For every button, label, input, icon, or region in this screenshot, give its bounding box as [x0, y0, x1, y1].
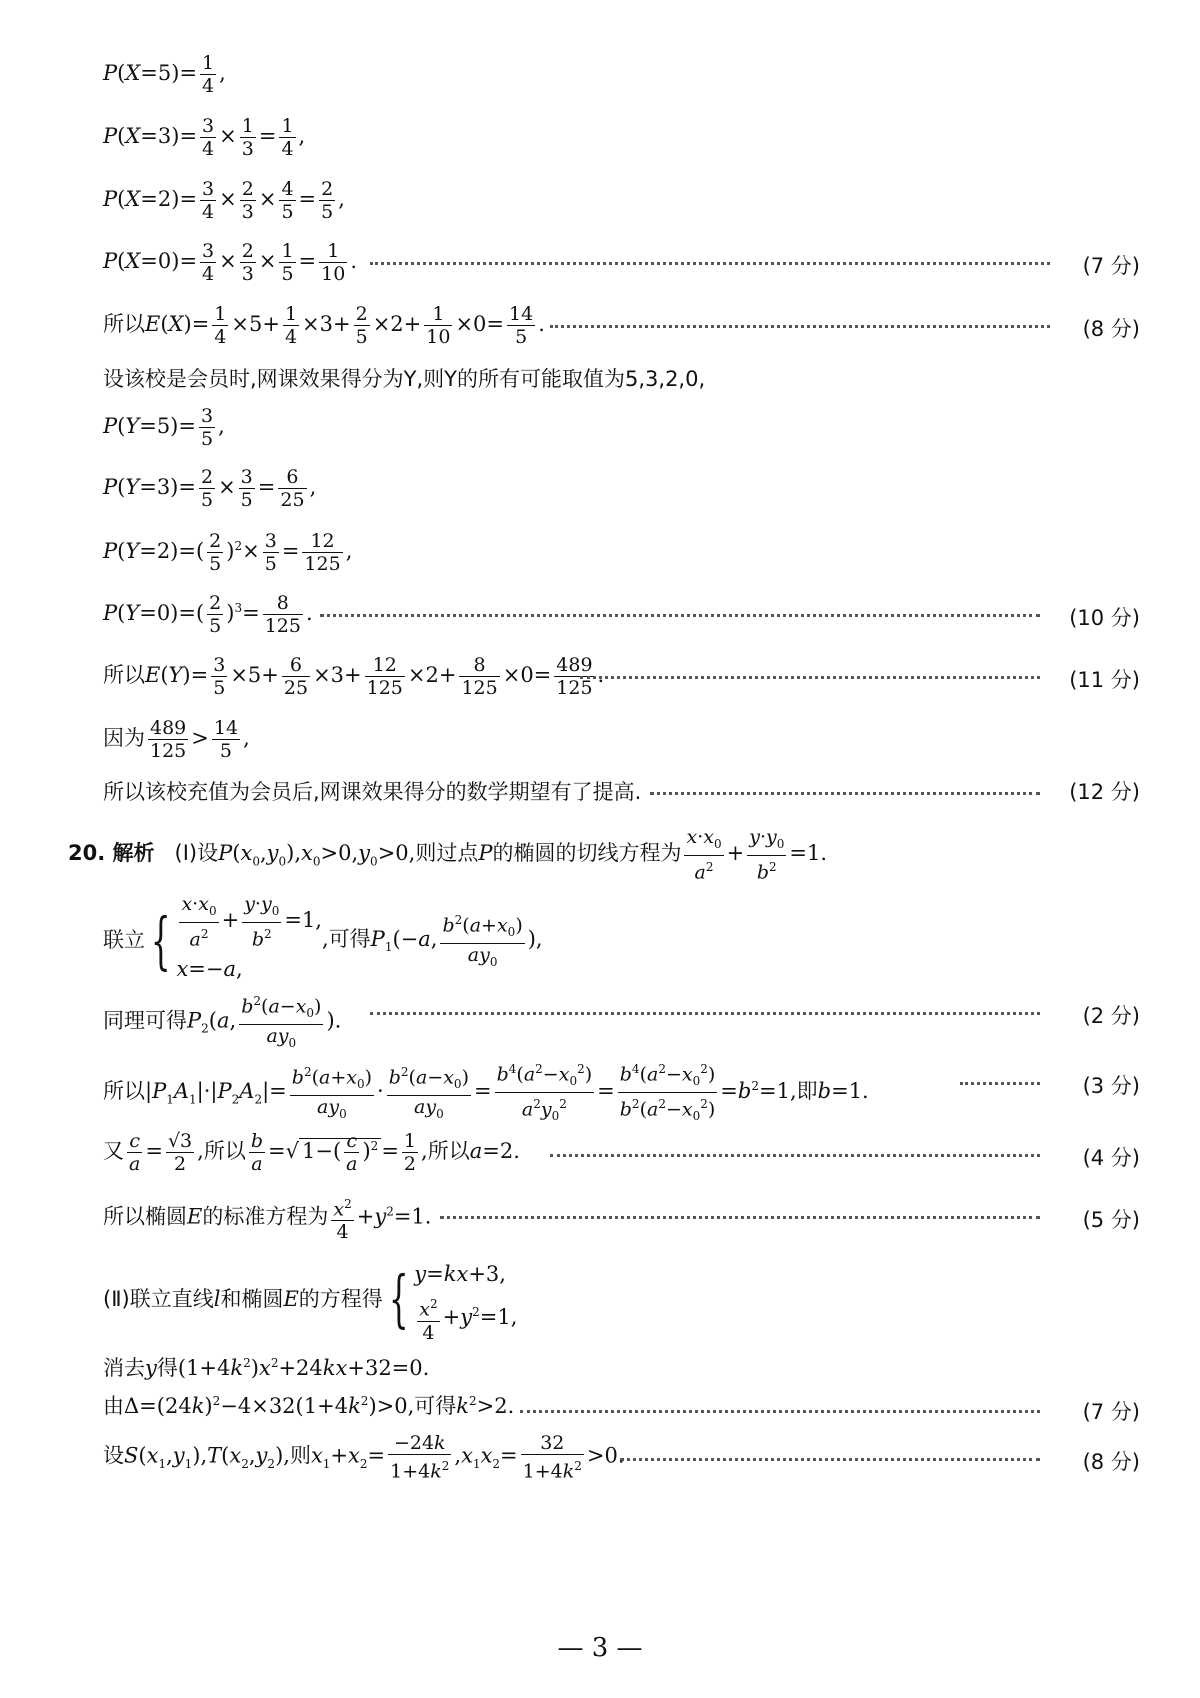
- eq-ba: 又 $\frac{c}{a}$ = $\frac{√3}{2}$ ,所以 $\frac{b}{a}$ =√ 1−( $\frac{c}{a}$ )$^2$ = $\frac{1}{2}$ ,所以a=2.: [103, 1130, 520, 1175]
- eq-px0: P(X=0)= $\frac{3}{4}$ × $\frac{2}{3}$ × $\frac{1}{5}$ = $\frac{1}{10}$ .: [103, 240, 358, 285]
- leader-dots: [550, 1154, 1040, 1157]
- eq-quadratic: 消去y得$(1+4k^2)x^2+24kx+32=0$.: [103, 1356, 430, 1380]
- eq-ey: 所以E(Y)= $\frac{3}{5}$ ×5+ $\frac{6}{25}$ ×3+ $\frac{12}{125}$ ×2+ $\frac{8}{125}$ ×0= $\frac{489}{125}$ .: [103, 654, 605, 699]
- leader-dots: [960, 1082, 1040, 1085]
- eq-px5: P(X=5)= $\frac{1}{4}$ ,: [103, 52, 226, 97]
- score-label: (11 分): [1069, 668, 1140, 692]
- eq-px3: P(X=3)= $\frac{3}{4}$ × $\frac{1}{3}$ = $\frac{1}{4}$ ,: [103, 115, 306, 160]
- eq-vieta: 设$S(x_1,y_1),T(x_2,y_2)$,则$x_1+x_2=$ $\frac{-24k}{1+4k^2}$ $,x_1x_2=$ $\frac{32}{1+4k^2}$ >0.: [103, 1432, 625, 1483]
- score-label: (4 分): [1082, 1146, 1140, 1170]
- leader-dots: [440, 1216, 1040, 1219]
- score-label: (2 分): [1082, 1004, 1140, 1028]
- score-label: (5 分): [1082, 1208, 1140, 1232]
- eq-px2: P(X=2)= $\frac{3}{4}$ × $\frac{2}{3}$ × $\frac{4}{5}$ = $\frac{2}{5}$ ,: [103, 178, 345, 223]
- leader-dots: [520, 1410, 1040, 1413]
- eq-p2: 同理可得$P_2(a$, $\frac{b^2(a-x_0)}{ay_0}$ ).: [103, 990, 341, 1054]
- score-label: (8 分): [1082, 317, 1140, 341]
- score-label: (8 分): [1082, 1450, 1140, 1474]
- text-line: 设该校是会员时,网课效果得分为Y,则Y的所有可能取值为5,3,2,0,: [103, 367, 706, 391]
- eq-product: 所以$|P_1A_1|\cdot|P_2A_2|=$ $\frac{b^2(a+x_0)}{ay_0}$ · $\frac{b^2(a-x_0)}{ay_0}$ = $\frac{b^4(a^2-x_0^2)}{a^2y_0^2}$ = $\frac{b^4(a^2-x_0^2)}{b^2(a^2-x_0^2)}$ $=b^2=1$,即b=1.: [103, 1058, 869, 1127]
- score-label: (12 分): [1069, 780, 1140, 804]
- leader-dots: [580, 676, 1040, 679]
- score-label: (3 分): [1082, 1074, 1140, 1098]
- leader-dots: [370, 262, 1050, 265]
- eq-system-1: 联立{ $\frac{x\cdot x_0}{a^2}$ + $\frac{y\cdot y_0}{b^2}$ =1, x=−a, ,可得$P_1(-a$, $\frac{b^2(a+x_0)}{ay_0}$ ),: [103, 893, 543, 982]
- eq-system-2: (Ⅱ)联立直线l和椭圆E的方程得{ y=kx+3, $\frac{x^2}{4}$ $+y^2=1$,: [103, 1262, 518, 1344]
- eq-py0: P(Y=0)=( $\frac{2}{5}$ )$^3$= $\frac{8}{125}$ .: [103, 592, 313, 637]
- page-number: — 3 —: [557, 1633, 643, 1663]
- eq-tangent: 20. 解析 (Ⅰ)设$P(x_0,y_0),x_0>0,y_0>0$,则过点P的椭圆的切线方程为 $\frac{x\cdot x_0}{a^2}$ + $\frac{y\cdot y_0}{b^2}$ =1.: [68, 826, 827, 884]
- eq-py5: P(Y=5)= $\frac{3}{5}$ ,: [103, 405, 225, 450]
- eq-delta: 由$\Delta=(24k)^2-4\times 32(1+4k^2)>0$,可得$k^2>2$.: [103, 1394, 515, 1418]
- eq-compare: 因为 $\frac{489}{125}$ > $\frac{14}{5}$ ,: [103, 717, 250, 762]
- leader-dots: [370, 1012, 1040, 1015]
- score-label: (7 分): [1082, 1400, 1140, 1424]
- eq-ellipse: 所以椭圆E的标准方程为 $\frac{x^2}{4}$ $+y^2=1$.: [103, 1193, 431, 1243]
- text-line: 所以该校充值为会员后,网课效果得分的数学期望有了提高.: [103, 780, 642, 804]
- score-label: (10 分): [1069, 606, 1140, 630]
- leader-dots: [550, 325, 1050, 328]
- eq-ex: 所以E(X)= $\frac{1}{4}$ ×5+ $\frac{1}{4}$ ×3+ $\frac{2}{5}$ ×2+ $\frac{1}{10}$ ×0= $\frac{14}{5}$ .: [103, 303, 545, 348]
- eq-py2: P(Y=2)=( $\frac{2}{5}$ )$^2$× $\frac{3}{5}$ = $\frac{12}{125}$ ,: [103, 530, 353, 575]
- leader-dots: [320, 614, 1040, 617]
- eq-py3: P(Y=3)= $\frac{2}{5}$ × $\frac{3}{5}$ = $\frac{6}{25}$ ,: [103, 466, 317, 511]
- leader-dots: [650, 792, 1040, 795]
- leader-dots: [620, 1458, 1040, 1461]
- score-label: (7 分): [1082, 254, 1140, 278]
